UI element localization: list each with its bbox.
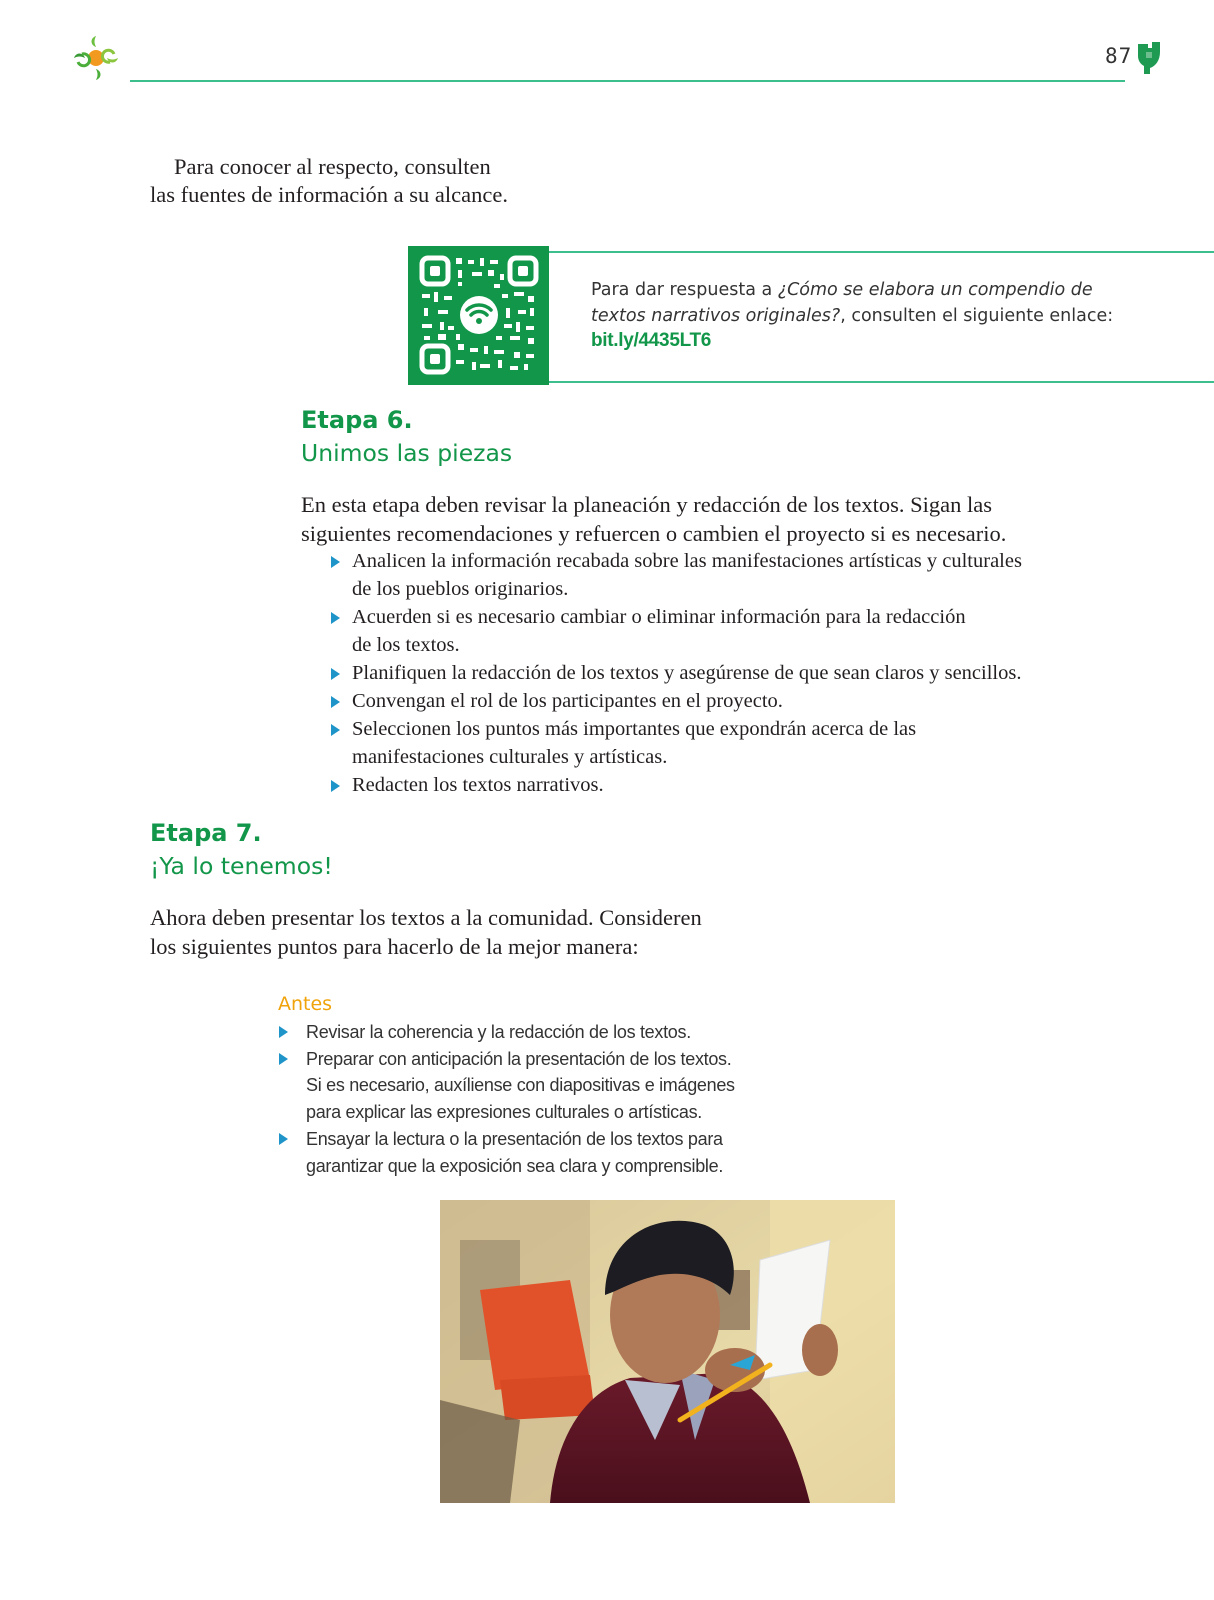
intro-paragraph: [150, 153, 570, 209]
list-item: [352, 715, 1072, 771]
stage7-bullets: [306, 1019, 766, 1179]
list-line: Acuerden si es necesario cambiar o eliminar información para la redacción: [352, 606, 966, 628]
list-line: Redacten los textos narrativos.: [352, 774, 604, 796]
stage6-title: Unimos las piezas: [301, 439, 513, 467]
stage6-number: Etapa 6.: [301, 406, 413, 434]
list-line: para explicar las expresiones culturales o artísticas.: [306, 1102, 702, 1123]
list-line: Planifiquen la redacción de los textos y asegúrense de que sean claros y sencillos.: [352, 662, 1022, 684]
list-line: Ensayar la lectura o la presentación de los textos para: [306, 1128, 723, 1149]
link-text-part: , consulten el siguiente enlace:: [840, 306, 1114, 326]
bullet-arrow-icon: [279, 1133, 288, 1145]
student-reading-photo: [440, 1200, 895, 1503]
page-number: 87: [1105, 44, 1133, 68]
link-text-part: Para dar respuesta a: [591, 280, 778, 300]
list-line: Seleccionen los puntos más importantes que expondrán acerca de las: [352, 718, 917, 740]
list-line: Preparar con anticipación la presentación de los textos.: [306, 1048, 732, 1069]
qr-code[interactable]: [408, 246, 549, 385]
header-rule: [130, 80, 1125, 82]
list-line: Convengan el rol de los participantes en el proyecto.: [352, 690, 783, 712]
bullet-arrow-icon: [331, 612, 340, 624]
list-line: Si es necesario, auxíliense con diapositivas e imágenes: [306, 1075, 735, 1096]
link-url[interactable]: bit.ly/4435LT6: [591, 330, 712, 351]
list-line: manifestaciones culturales y artísticas.: [352, 746, 668, 768]
list-item: [306, 1046, 766, 1126]
list-item: [352, 659, 1072, 687]
list-line: Revisar la coherencia y la redacción de los textos.: [306, 1022, 691, 1042]
bullet-arrow-icon: [279, 1053, 288, 1065]
stage7-number: Etapa 7.: [150, 819, 262, 847]
paragraph-line: los siguientes puntos para hacerlo de la mejor manera:: [150, 934, 639, 959]
list-item: [352, 603, 1072, 659]
list-item: [352, 547, 1072, 603]
bullet-arrow-icon: [331, 556, 340, 568]
qr-code-icon: [418, 254, 540, 376]
paragraph-line: Ahora deben presentar los textos a la comunidad. Consideren: [150, 905, 702, 930]
list-line: de los textos.: [352, 634, 460, 656]
flower-logo-icon: [70, 32, 126, 84]
antes-subheading: Antes: [278, 993, 333, 1015]
bullet-arrow-icon: [279, 1026, 288, 1038]
stage6-paragraph: [301, 490, 1061, 548]
list-line: garantizar que la exposición sea clara y comprensible.: [306, 1155, 724, 1176]
bullet-arrow-icon: [331, 724, 340, 736]
list-line: Analicen la información recabada sobre las manifestaciones artísticas y culturales: [352, 550, 1022, 572]
list-item: [306, 1126, 766, 1179]
green-glyph-icon: [1134, 38, 1166, 76]
bullet-arrow-icon: [331, 696, 340, 708]
intro-line: las fuentes de información a su alcance.: [150, 182, 508, 207]
intro-line: Para conocer al respecto, consulten: [174, 154, 491, 179]
bullet-arrow-icon: [331, 668, 340, 680]
link-box-text: [591, 277, 1151, 329]
paragraph-line: siguientes recomendaciones y refuercen o cambien el proyecto si es necesario.: [301, 521, 1007, 546]
list-line: de los pueblos originarios.: [352, 578, 569, 600]
stage7-paragraph: [150, 903, 770, 961]
list-item: [306, 1019, 766, 1046]
list-item: [352, 771, 1072, 799]
list-item: [352, 687, 1072, 715]
paragraph-line: En esta etapa deben revisar la planeación y redacción de los textos. Sigan las: [301, 492, 992, 517]
stage7-title: ¡Ya lo tenemos!: [150, 852, 333, 880]
link-text-question: ¿Cómo se elabora un compendio de textos narrativos originales?: [591, 280, 1093, 326]
stage6-bullets: [352, 547, 1072, 799]
bullet-arrow-icon: [331, 780, 340, 792]
